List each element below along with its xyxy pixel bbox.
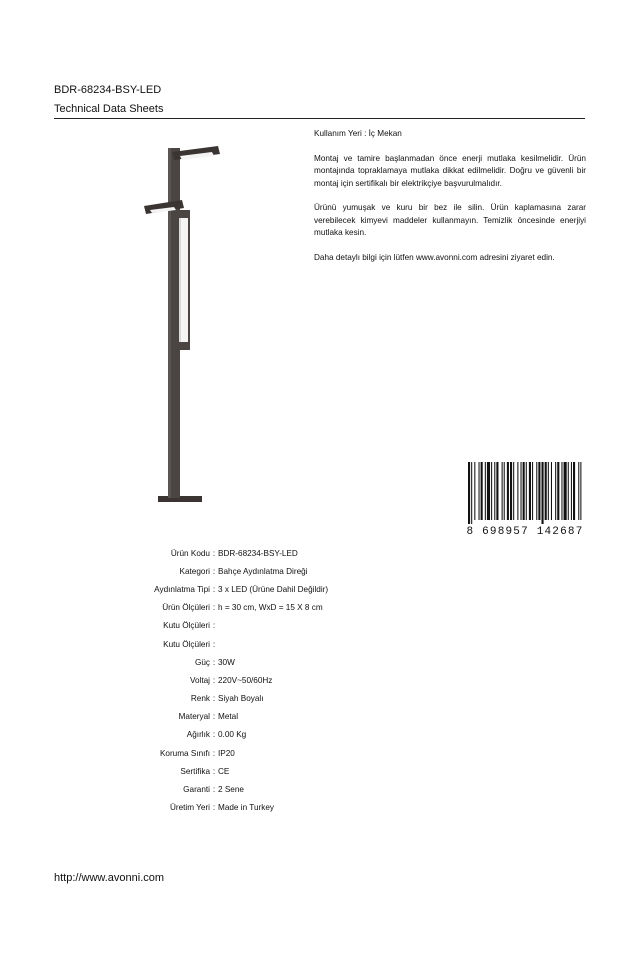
spec-value: 30W (218, 657, 235, 667)
barcode-bar (502, 462, 503, 520)
spec-label: Kategori (179, 566, 210, 576)
website-paragraph: Daha detaylı bilgi için lütfen www.avonni.com adresini ziyaret edin. (314, 252, 555, 262)
barcode-bar (564, 462, 567, 520)
spec-row (70, 544, 490, 562)
spec-value: 3 x LED (Ürüne Dahil Değildir) (218, 584, 329, 594)
spec-value: 220V~50/60Hz (218, 675, 273, 685)
barcode-bar (557, 462, 559, 520)
spec-separator: : (212, 766, 216, 776)
barcode-bar (529, 462, 531, 520)
barcode-bar (479, 462, 480, 520)
barcode-bar (580, 462, 581, 520)
barcode-bar (568, 462, 569, 520)
barcode-bar (542, 462, 544, 524)
spec-row (70, 635, 490, 653)
spec-separator: : (212, 566, 216, 576)
header-divider (54, 118, 585, 119)
barcode-bar (496, 462, 498, 520)
spec-separator: : (212, 785, 216, 795)
barcode-bar (494, 462, 495, 520)
barcode-bar (571, 462, 572, 520)
spec-label: Kutu Ölçüleri (163, 639, 210, 649)
spec-label: Ağırlık (186, 730, 210, 740)
usage-info-block (314, 128, 586, 276)
spec-value: Metal (218, 712, 239, 722)
spec-row (70, 599, 490, 617)
spec-label: Üretim Yeri (169, 803, 210, 813)
barcode-bar (532, 462, 533, 520)
spec-label: Güç (194, 657, 210, 667)
spec-row (70, 653, 490, 671)
spec-row (70, 562, 490, 580)
spec-value: CE (218, 766, 230, 776)
spec-separator: : (212, 694, 216, 704)
spec-row (70, 690, 490, 708)
spec-value: Siyah Boyalı (218, 694, 264, 704)
barcode-bar (573, 462, 575, 520)
document-subtitle: Technical Data Sheets (54, 103, 164, 115)
product-code-heading: BDR-68234-BSY-LED (54, 84, 162, 96)
barcode-bar (485, 462, 486, 520)
spec-value: Bahçe Aydınlatma Direği (218, 566, 308, 576)
barcode-bar (551, 462, 552, 520)
barcode-bar (545, 462, 547, 520)
spec-label: Ürün Kodu (170, 548, 210, 558)
barcode-bar (526, 462, 527, 520)
barcode-bar (523, 462, 525, 520)
safety-paragraph: Montaj ve tamire başlanmadan önce enerji mutlaka kesilmelidir. Ürün montajında topraklamaya mutlaka dikkat edilmelidir. Doğru ve güvenli bir montaj için sertifikalı bir elektrikçiye başvurulmalıdır. (314, 153, 586, 188)
spec-value: h = 30 cm, WxD = 15 X 8 cm (218, 603, 323, 613)
spec-row (70, 671, 490, 689)
barcode-bar (561, 462, 562, 520)
barcode-bar (487, 462, 490, 520)
barcode-bar (507, 462, 509, 520)
spec-label: Ürün Ölçüleri (162, 603, 210, 613)
spec-value: IP20 (218, 748, 235, 758)
barcode-bar (521, 462, 522, 520)
barcode-bar (481, 462, 483, 520)
spec-label: Garanti (183, 785, 210, 795)
product-barcode (466, 460, 584, 536)
spec-row (70, 799, 490, 817)
spec-label: Materyal (178, 712, 210, 722)
spec-separator: : (212, 712, 216, 722)
website-link[interactable]: http://www.avonni.com (54, 872, 165, 884)
barcode-bar (538, 462, 540, 520)
spec-label: Sertifika (180, 766, 210, 776)
usage-location: Kullanım Yeri : İç Mekan (314, 129, 402, 138)
spec-row (70, 744, 490, 762)
spec-separator: : (212, 603, 216, 613)
spec-separator: : (212, 621, 216, 631)
barcode-bar (536, 462, 537, 520)
spec-separator: : (212, 730, 216, 740)
barcode-bar (474, 462, 475, 520)
spec-table (70, 544, 490, 817)
spec-row (70, 580, 490, 598)
spec-row (70, 617, 490, 635)
spec-row (70, 780, 490, 798)
spec-value: Made in Turkey (218, 803, 274, 813)
cleaning-paragraph: Ürünü yumuşak ve kuru bir bez ile silin. Ürün kaplamasına zarar verebilecek kimyevi maddeler kullanmayın. Temizlik öncesinde enerjiyi mutlaka kesin. (314, 203, 586, 237)
barcode-bar (468, 462, 470, 524)
barcode-digits: 8 698957 142687 (466, 526, 584, 536)
spec-value: BDR-68234-BSY-LED (218, 548, 298, 558)
spec-separator: : (212, 675, 216, 685)
spec-separator: : (212, 657, 216, 667)
barcode-bar (513, 462, 514, 520)
spec-separator: : (212, 584, 216, 594)
spec-separator: : (212, 803, 216, 813)
spec-row (70, 762, 490, 780)
lamp-pole-image (138, 140, 228, 510)
spec-label: Aydınlatma Tipi (154, 584, 210, 594)
barcode-bar (471, 462, 472, 524)
spec-label: Voltaj (189, 675, 210, 685)
spec-label: Renk (190, 694, 210, 704)
spec-label: Koruma Sınıfı (159, 748, 210, 758)
spec-separator: : (212, 548, 216, 558)
barcode-bar (548, 462, 549, 520)
spec-value: 0.00 Kg (218, 730, 247, 740)
spec-separator: : (212, 639, 216, 649)
spec-label: Kutu Ölçüleri (163, 621, 210, 631)
barcode-bar (504, 462, 505, 520)
barcode-bar (491, 462, 492, 520)
barcode-bar (517, 462, 518, 520)
barcode-bar (578, 462, 579, 520)
spec-row (70, 708, 490, 726)
spec-row (70, 726, 490, 744)
barcode-bar (555, 462, 556, 520)
spec-value: 2 Sene (218, 785, 244, 795)
barcode-bar (510, 462, 512, 520)
spec-separator: : (212, 748, 216, 758)
